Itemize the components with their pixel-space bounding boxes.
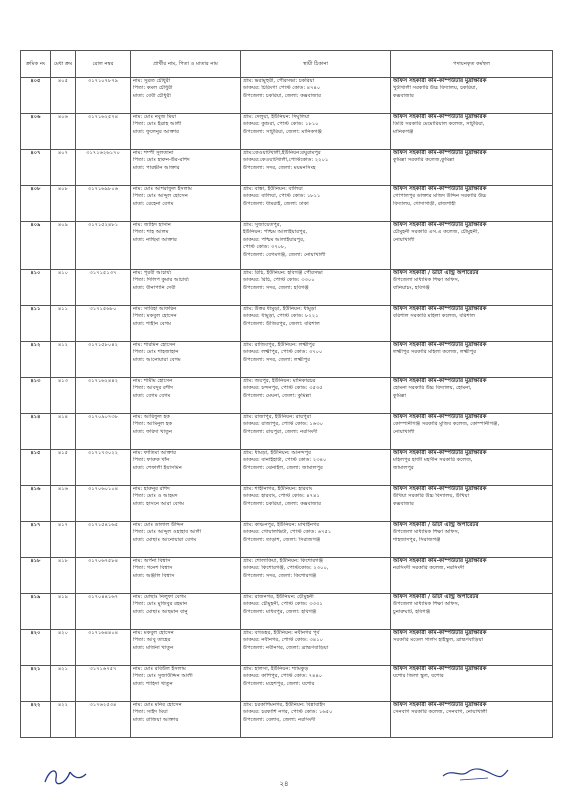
posting-line: অফিস সহকারী কাম-কম্পিউটার মুদ্রাক্ষরিক xyxy=(393,186,487,192)
posting-line: অফিস সহকারী কাম-কম্পিউটার মুদ্রাক্ষরিক xyxy=(393,702,487,708)
posting-cell xyxy=(391,414,553,450)
name-line: মাতা: হাসনে আরা বেগম xyxy=(133,500,184,507)
name-line: পিতা: আবদুর রশীদ xyxy=(133,385,174,392)
address-cell xyxy=(241,150,391,186)
address-line: গ্রাম: রাজাপুর, ইউনিয়ন: রায়পুরা xyxy=(243,414,312,420)
serial-cell: ৪২০ xyxy=(21,630,51,666)
address-line: ডাকঘর: বালিয়া, পোস্ট কোড: ১৮১১ xyxy=(243,193,321,200)
name-line: পিতা: মোঃ আব্দুল হোসেন xyxy=(133,193,188,200)
posting-line: অফিস সহকারী কাম-কম্পিউটার মুদ্রাক্ষরিক xyxy=(393,414,487,420)
name-line: পিতা: মোঃ মুজিবুর রহমান xyxy=(133,601,188,608)
address-line: গ্রাম:কেওয়াটখালী,ইউনিয়ন:রঘুরামপুর xyxy=(243,150,321,156)
name-cell xyxy=(131,342,241,378)
table-row xyxy=(21,486,553,522)
address-line: গ্রাম: ধামড়া, ইউনিয়ন: আনন্দপুর xyxy=(243,450,312,456)
address-line: উপজেলা: ধামরাই, জেলা: ঢাকা xyxy=(243,200,309,207)
name-line: মাতা: বীনাপানি দেবী xyxy=(133,284,176,291)
serial-cell: ৪০৬ xyxy=(21,114,51,150)
address-line: উপজেলা: মহেশপুর, জেলা: যশোর xyxy=(243,680,315,687)
name-cell xyxy=(131,150,241,186)
roll-cell: ৩১৭১৬৭৫৭ xyxy=(76,666,131,702)
posting-cell xyxy=(391,594,553,630)
name-cell xyxy=(131,78,241,114)
address-line: গ্রাম: কাঞ্চনপুর, ইউনিয়ন: মাথাইনগর xyxy=(243,522,320,528)
merit-cell: ৪০৫ xyxy=(51,78,76,114)
address-line: ডাকঘর: লক্ষ্মীপুর, পোস্ট কোড: ৩৭০০ xyxy=(243,349,323,356)
address-line: ডাকঘর: কাশিপুর, পোস্ট কোড: ৭৪৪০ xyxy=(243,673,323,680)
merit-cell: ৪১২ xyxy=(51,342,76,378)
name-line: নাম: মোঃ ডালাল উদ্দিন xyxy=(133,522,184,528)
name-line: মাতা: শাহীন বেগম xyxy=(133,320,171,327)
name-line: নাম: সাবিহা আফরিন xyxy=(133,306,177,312)
merit-cell: ৪১৪ xyxy=(51,414,76,450)
roll-cell: ৩১৭০৬৭৫৮৪ xyxy=(76,558,131,594)
address-line: ডাকঘর: হারবাং, পোস্ট কোড: ৪৭৪১ xyxy=(243,493,320,500)
name-cell xyxy=(131,486,241,522)
posting-cell xyxy=(391,270,553,306)
merit-cell: ৪১৮ xyxy=(51,558,76,594)
name-line: পিতা: মোঃ হারুন-উর-রশিদ xyxy=(133,157,190,164)
merit-cell: ৪১৬ xyxy=(51,486,76,522)
name-line: নাম: আরিফুল হক xyxy=(133,414,170,420)
table-row xyxy=(21,630,553,666)
table-header-row xyxy=(21,51,553,78)
posting-line: বিদ্যালয়, গোদাগাড়ী, রাজশাহী xyxy=(393,200,456,207)
address-line: উপজেলা: তাড়াশ, জেলা: সিরাজগঞ্জ xyxy=(243,536,321,543)
roll-cell: ৩১৭০৬০১০৪ xyxy=(76,486,131,522)
address-line: উপজেলা: উজিরপুর, জেলা: বরিশাল xyxy=(243,320,320,327)
name-line: মাতা: শাহিদা খাতুন xyxy=(133,680,173,687)
roll-cell: ৩১৭০৯০৭৩৮ xyxy=(76,414,131,450)
header-name-parents: প্রার্থীর নাম, পিতা ও মাতার নাম xyxy=(131,51,241,78)
posting-line: অফিস সহকারী কাম-কম্পিউটার মুদ্রাক্ষরিক xyxy=(393,486,487,492)
merit-cell: ৪১১ xyxy=(51,306,76,342)
posting-line: উপজেলা মাধ্যমিক শিক্ষা অফিস, xyxy=(393,529,460,536)
posting-line: জামালপুর xyxy=(393,464,414,471)
name-cell xyxy=(131,558,241,594)
address-line: ডাকঘর: পশ্চিম আলাইয়ারপুর, xyxy=(243,236,305,243)
name-line: নাম: শম্পী সুলতানা xyxy=(133,150,174,156)
address-line: গ্রাম: হালসা, ইউনিয়ন: শ্যামকুড় xyxy=(243,666,309,672)
serial-cell: ৪১১ xyxy=(21,306,51,342)
address-line: উপজেলা: মাধবপুর, জেলা: হবিগঞ্জ xyxy=(243,608,317,615)
header-roll: রোল নম্বর xyxy=(76,51,131,78)
name-line: মাতা: ফরিদা খাতুন xyxy=(133,428,173,435)
serial-cell: ৪১৮ xyxy=(21,558,51,594)
posting-line: মানিকগঞ্জ xyxy=(393,128,414,135)
posting-line: বরিশাল সরকারি মহিলা কলেজ, বরিশাল xyxy=(393,313,476,320)
posting-line: অফিস সহকারী কাম-কম্পিউটার মুদ্রাক্ষরিক xyxy=(393,558,487,564)
merit-cell: ৪২০ xyxy=(51,630,76,666)
table-row xyxy=(21,342,553,378)
address-line: ডাকঘর: রাজাপুর, পোস্ট কোড: ১৬৩০ xyxy=(243,421,324,428)
serial-cell: ৪০৮ xyxy=(21,186,51,222)
table-row xyxy=(21,114,553,150)
address-line: গ্রাম: দেলুয়া, ইউনিয়ন: দিঘুলিয়া xyxy=(243,114,310,120)
posting-line: চুনারুঘাট, হবিগঞ্জ xyxy=(393,608,431,615)
roll-cell: ৩১৭১৬২৫৭৪ xyxy=(76,114,131,150)
posting-line: অফিস সহকারী কাম-কম্পিউটার মুদ্রাক্ষরিক xyxy=(393,150,487,156)
address-cell xyxy=(241,186,391,222)
address-line: পোস্ট কোড: ৩৭০৮, xyxy=(243,244,287,251)
posting-line: অফিস সহকারী কাম-কম্পিউটার মুদ্রাক্ষরিক xyxy=(393,78,487,84)
posting-line: বানিয়াচং, হবিগঞ্জ xyxy=(393,284,430,291)
name-line: মাতা: অঞ্জলি বিশ্বাস xyxy=(133,572,175,579)
table-row xyxy=(21,78,553,114)
address-line: ডাকঘর: বানাইহাটা, পোস্ট কোড: ২৩৪০ xyxy=(243,457,327,464)
address-line: ডাকঘর: কিশোরগঞ্জ, পোস্টকোড: ২৩০০, xyxy=(243,565,329,572)
posting-line: নরসিংদী সরকারি কলেজ, নরসিংদী xyxy=(393,565,465,572)
table-row xyxy=(21,594,553,630)
merit-cell: ৪১৩ xyxy=(51,378,76,414)
serial-cell: ৪১২ xyxy=(21,342,51,378)
name-line: মাতা: আনোয়ারা বেগম xyxy=(133,356,181,363)
name-cell xyxy=(131,378,241,414)
name-cell xyxy=(131,522,241,558)
address-line: উপজেলা: সদর, জেলা: লক্ষ্মীপুর xyxy=(243,356,311,363)
address-line: গ্রাম: বাস্তা, ইউনিয়ন: বালিয়া xyxy=(243,186,303,192)
posting-line: অফিস সহকারী কাম-কম্পিউটার মুদ্রাক্ষরিক xyxy=(393,222,487,228)
name-cell xyxy=(131,414,241,450)
posting-cell xyxy=(391,78,553,114)
address-cell xyxy=(241,522,391,558)
address-line: ডাকঘর: নবীনগর, পোস্ট কোড: ৩৪১০ xyxy=(243,637,323,644)
posting-line: ডিগ্রি সরকারি মেমোরিয়াল কলেজ, সাটুরিয়া, xyxy=(393,121,485,128)
posting-cell xyxy=(391,342,553,378)
posting-line: চৌমুহনী সরকারি এস.এ কলেজ, চৌমুহনী, xyxy=(393,229,479,236)
address-line: ডাকঘর: ধামুড়া, পোস্ট কোড: ৮২২১ xyxy=(243,313,319,320)
table-row xyxy=(21,450,553,486)
table-row xyxy=(21,186,553,222)
name-cell xyxy=(131,306,241,342)
posting-line: উপজেলা মাধ্যমিক শিক্ষা অফিস, xyxy=(393,601,460,608)
name-line: নাম: মোছাঃ নিলুফা বেগম xyxy=(133,594,187,600)
name-line: মাতা: শেফালী ইয়াসমিন xyxy=(133,464,182,471)
roll-cell: ৩১৭১৫৮০৪২ xyxy=(76,342,131,378)
posting-line: অফিস সহকারী / ডাটা এন্ট্রি অপারেটর xyxy=(393,594,479,600)
name-line: মাতা: মোছাঃ আনোয়ারা বেগম xyxy=(133,536,197,543)
roll-cell: ৩১৭০৪৪১৬৭ xyxy=(76,594,131,630)
address-line: উপজেলা: চকরিয়া, জেলা: কক্সবাজার xyxy=(243,92,322,99)
table-row xyxy=(21,702,553,738)
posting-line: শাহজাদপুর, সিরাজগঞ্জ xyxy=(393,536,441,543)
address-line: উপজেলা: নবীনগর, জেলা: ব্রাহ্মণবাড়িয়া xyxy=(243,644,329,651)
posting-line: উপজেলা মাধ্যমিক শিক্ষা অফিস, xyxy=(393,277,460,284)
posting-cell xyxy=(391,306,553,342)
name-line: নাম: হারুনুর রশিদ xyxy=(133,486,170,492)
merit-cell: ৪০৭ xyxy=(51,150,76,186)
name-line: মাতা: ফুলেনুর আক্তার xyxy=(133,128,179,135)
merit-cell: ৪২২ xyxy=(51,702,76,738)
roll-cell: ৩১৭১৫২৪৮১ xyxy=(76,222,131,270)
address-cell xyxy=(241,414,391,450)
address-cell xyxy=(241,702,391,738)
name-line: মাতা: মোছাঃ আছমান বানু xyxy=(133,608,188,615)
address-cell xyxy=(241,270,391,306)
address-line: ইউনিয়ন: পশ্চিম আলাইয়ারপুর, xyxy=(243,229,308,236)
roll-cell: ৩১৭১০৭৮৭৯ xyxy=(76,78,131,114)
posting-line: কক্সবাজার xyxy=(393,500,414,507)
name-line: পিতা: মোঃ সুজাউদ্দিন আলী xyxy=(133,673,193,680)
name-line: নাম: অর্পনা বিশ্বাস xyxy=(133,558,171,564)
address-line: উপজেলা: বেগমগঞ্জ, জেলা: নোয়াখালী xyxy=(243,251,326,258)
posting-line: খুটাখালী সরকারি উচ্চ বিদ্যালয়, চকরিয়া, xyxy=(393,85,478,92)
name-line: পিতা: মোঃ শাহজাহান xyxy=(133,349,179,356)
posting-cell xyxy=(391,486,553,522)
serial-cell: ৪১৯ xyxy=(21,594,51,630)
serial-cell: ৪১০ xyxy=(21,270,51,306)
posting-cell xyxy=(391,378,553,414)
posting-line: অফিস সহকারী / ডাটা এন্ট্রি অপারেটর xyxy=(393,522,479,528)
table-row xyxy=(21,558,553,594)
address-line: উপজেলা: বেলাব, জেলা: নরসিংদী xyxy=(243,716,316,723)
roll-cell: ৩১৭১৫৪১৬৫ xyxy=(76,522,131,558)
name-line: পিতা: শাহ আলম xyxy=(133,229,169,236)
posting-cell xyxy=(391,150,553,186)
address-line: গ্রাম: উত্তর ধামুড়া, ইউনিয়ন: ধামুড়া xyxy=(243,306,317,312)
address-cell xyxy=(241,666,391,702)
address-line: গ্রাম: শোলাকিয়া, ইউনিয়ন: কিশোরগঞ্জ xyxy=(243,558,324,564)
posting-line: অফিস সহকারী কাম-কম্পিউটার মুদ্রাক্ষরিক xyxy=(393,630,487,636)
address-cell xyxy=(241,378,391,414)
name-line: পিতা: আবু তাহের xyxy=(133,637,171,644)
posting-line: অফিস সহকারী কাম-কম্পিউটার মুদ্রাক্ষরিক xyxy=(393,306,487,312)
table-row xyxy=(21,666,553,702)
address-cell xyxy=(241,594,391,630)
name-line: পিতা: সাইদ মিয়া xyxy=(133,709,168,716)
address-line: গ্রাম: ভরামুহুরী, পৌরসভা: চকরিয়া xyxy=(243,78,315,84)
posting-line: হোমনা সরকারি উচ্চ বিদ্যালয়, হোমনা, xyxy=(393,385,472,392)
header-merit: মেধা ক্রম xyxy=(51,51,76,78)
address-cell xyxy=(241,630,391,666)
merit-cell: ৪১৫ xyxy=(51,450,76,486)
address-line: উপজেলা: মেঘনা, জেলা: কুমিল্লা xyxy=(243,392,311,399)
address-line: ডাকঘর: চরকাশি নগর, পোস্ট কোড: ১৬৫০ xyxy=(243,709,333,716)
address-line: ডাকঘর: রিচি, পোস্ট কোড: ৩৩০০ xyxy=(243,277,315,284)
table-row xyxy=(21,150,553,186)
address-line: ডাকঘর: চন্দনপুর, পোস্ট কোড: ৩৫৩৫ xyxy=(243,385,323,392)
posting-line: নোয়াখালী xyxy=(393,236,415,243)
address-cell xyxy=(241,486,391,522)
posting-line: যশোর জিলা স্কুল, যশোর xyxy=(393,673,444,680)
name-line: পিতা: মকবুল হোসেন xyxy=(133,313,177,320)
name-line: মাতা: বেবী চৌধুরী xyxy=(133,92,171,99)
table-row xyxy=(21,222,553,270)
name-line: পিতা: ফারুক খাঁন xyxy=(133,457,170,464)
serial-cell: ৪০৯ xyxy=(21,222,51,270)
header-address: স্থায়ী ঠিকানা xyxy=(241,51,391,78)
posting-line: কুমিল্লা সরকারি কলেজ,কুমিল্লা xyxy=(393,157,455,164)
name-cell xyxy=(131,186,241,222)
address-line: উপজেলা: রায়পুরা, জেলা: নরসিংদী xyxy=(243,428,318,435)
address-cell xyxy=(241,306,391,342)
address-cell xyxy=(241,558,391,594)
address-line: গ্রাম: চরকাশিমনগর, ইউনিয়ন: বিন্নাবাইদ xyxy=(243,702,326,708)
posting-line: অফিস সহকারী / ডাটা এন্ট্রি অপারেটর xyxy=(393,270,479,276)
name-line: নাম: মোঃ আশরাফুল ইসলাম xyxy=(133,186,192,192)
address-line: উপজেলা: সদর, জেলা: হবিগঞ্জ xyxy=(243,284,309,291)
merit-cell: ৪১০ xyxy=(51,270,76,306)
address-line: গ্রাম: জয়পুর, ইউনিয়ন: মানিকারচর xyxy=(243,378,316,384)
serial-cell: ৪২২ xyxy=(21,702,51,738)
posting-cell xyxy=(391,114,553,150)
name-line: নাম: শারমিন হোসেন xyxy=(133,342,176,348)
address-line: গ্রাম: রাজিবপুর, ইউনিয়ন: লক্ষ্মীপুর xyxy=(243,342,315,348)
posting-cell xyxy=(391,522,553,558)
posting-cell xyxy=(391,666,553,702)
posting-line: অফিস সহকারী কাম-কম্পিউটার মুদ্রাক্ষরিক xyxy=(393,450,487,456)
address-line: ডাকঘর: গোয়ালভিটা, পোস্ট কোড: ৬৭৫১ xyxy=(243,529,332,536)
posting-cell xyxy=(391,222,553,270)
page-number: ২৪ xyxy=(279,780,289,788)
address-cell xyxy=(241,450,391,486)
address-cell xyxy=(241,114,391,150)
merit-cell: ৪১৭ xyxy=(51,522,76,558)
posting-line: উখিয়া সরকারি উচ্চ বিদ্যালয়, উখিয়া xyxy=(393,493,470,500)
address-line: উপজেলা: ঝেনাইল, জেলা: জামালপুর xyxy=(243,464,323,471)
serial-cell: ৪০৫ xyxy=(21,78,51,114)
name-line: মাতা: বেগম বেগম xyxy=(133,392,171,399)
address-line: উপজেলা: চকরিয়া, জেলা: কক্সবাজার xyxy=(243,500,322,507)
address-cell xyxy=(241,342,391,378)
posting-line: কোম্পানীগঞ্জ সরকারি মুজিব কলেজ, কোম্পানীগঞ্জ, xyxy=(393,421,500,428)
posting-line: অফিস সহকারী কাম-কম্পিউটার মুদ্রাক্ষরিক xyxy=(393,114,487,120)
name-cell xyxy=(131,666,241,702)
posting-line: সরকারি মডেল গার্লস হাইস্কুল, ব্রাহ্মণবাড়িয়া xyxy=(393,637,484,644)
address-line: উপজেলা: সদর, জেলা: ময়মনসিংহ xyxy=(243,164,316,171)
name-line: পিতা: মোঃ ইব্রাহ আলী xyxy=(133,121,182,128)
posting-cell xyxy=(391,558,553,594)
name-cell xyxy=(131,702,241,738)
roll-cell: ৩১৭১৬২৪৪২ xyxy=(76,378,131,414)
candidate-table xyxy=(20,50,553,738)
posting-line: লক্ষ্মীপুর সরকারি মহিলা কলেজ, লক্ষ্মীপুর xyxy=(393,349,477,356)
name-line: পিতা: মোঃ ও আহমদ xyxy=(133,493,178,500)
roll-cell: ৩১৭১৫৬৮০ xyxy=(76,306,131,342)
name-line: মাতা: নাছিমা আক্তার xyxy=(133,236,177,243)
name-cell xyxy=(131,450,241,486)
table-row xyxy=(21,270,553,306)
address-line: ডাকঘর: কুশুরা, পোস্ট কোড: ১৮১০ xyxy=(243,121,319,128)
serial-cell: ৪১৫ xyxy=(21,450,51,486)
name-cell xyxy=(131,594,241,630)
posting-line: অফিস সহকারী কাম-কম্পিউটার মুদ্রাক্ষরিক xyxy=(393,666,487,672)
name-cell xyxy=(131,114,241,150)
serial-cell: ৪১৬ xyxy=(21,486,51,522)
address-line: উপজেলা: সাটুরিয়া, জেলা: মানিকগঞ্জ xyxy=(243,128,322,135)
posting-line: অফিস সহকারী কাম-কম্পিউটার মুদ্রাক্ষরিক xyxy=(393,378,487,384)
name-line: মাতা: মর্জিনা খাতুন xyxy=(133,644,174,651)
merit-cell: ৪১৯ xyxy=(51,594,76,630)
name-line: নাম: জাহিদ হাসান xyxy=(133,222,171,228)
table-row xyxy=(21,414,553,450)
header-serial: ক্রমিক নং xyxy=(21,51,51,78)
posting-line: অফিস সহকারী কাম-কম্পিউটার মুদ্রাক্ষরিক xyxy=(393,342,487,348)
name-cell xyxy=(131,222,241,270)
posting-cell xyxy=(391,702,553,738)
name-line: পিতা: গনেশ বিশ্বাস xyxy=(133,565,173,572)
table-row xyxy=(21,522,553,558)
name-line: নাম: মোঃ নবুজ মিয়া xyxy=(133,114,176,120)
address-line: গ্রাম: সুজায়েতপুর, xyxy=(243,222,282,228)
posting-line: কুমিল্লা xyxy=(393,392,407,399)
address-line: উপজেলা: সদর, জেলা: কিশোরগঞ্জ xyxy=(243,572,317,579)
name-line: নাম: মকবুল হোসেন xyxy=(133,630,174,636)
address-line: ডাকঘর: চিরিংগা পোস্ট কোড: ৪৭৪০ xyxy=(243,85,321,92)
roll-cell: ৩১৭৬২৫৩৪ xyxy=(76,702,131,738)
roll-cell: ৩১৭১৭৩০২২ xyxy=(76,450,131,486)
posting-line: নোয়াখালী xyxy=(393,428,415,435)
name-line: নাম: মোঃ রবিউল ইসলাম xyxy=(133,666,186,672)
address-line: গ্রাম: বগডহর, ইউনিয়ন: নবীনগর পূর্ব xyxy=(243,630,320,636)
address-line: গ্রাম: শাহীনাগর, ইউনিয়ন: হারবাং xyxy=(243,486,313,492)
roll-cell: ৩১৭১৬৪৪০৪ xyxy=(76,630,131,666)
name-line: নাম: মোঃ মনির হোসেন xyxy=(133,702,182,708)
name-line: পিতা: আমিনুল হক xyxy=(133,421,173,428)
name-line: মাতা: পারভীন আক্তার xyxy=(133,164,180,171)
name-line: পিতা: মোঃ আব্দুল ওহাহাব আলী xyxy=(133,529,202,536)
posting-line: কক্সবাজার xyxy=(393,92,414,99)
address-cell xyxy=(241,78,391,114)
serial-cell: ৪১৭ xyxy=(21,522,51,558)
name-cell xyxy=(131,270,241,306)
address-line: ডাকঘর: চৌমুহনী, পোস্ট কোড: ৩৩৩১ xyxy=(243,601,323,608)
header-posting: পদায়নকৃত কর্মস্থল xyxy=(391,51,553,78)
name-line: পিতা: দিলিপ কুমার আচার্য্য xyxy=(133,277,189,284)
posting-line: গোপালপুর ডাক্তার মজিদ উদ্দিন সরকারি উচ্চ xyxy=(393,193,487,200)
name-line: মাতা: রেহেনা বেগম xyxy=(133,200,174,207)
address-line: ডাকঘর:কেওয়াটখালী,পোস্টকোড: ২২০১ xyxy=(243,157,329,164)
posting-line: সেনবাগ সরকারি কলেজ, সেনবাগ, নোয়াখালী xyxy=(393,709,488,716)
merit-cell: ৪২১ xyxy=(51,666,76,702)
serial-cell: ৪২১ xyxy=(21,666,51,702)
posting-cell xyxy=(391,450,553,486)
address-line: গ্রাম: রাজনগর, ইউনিয়ন: চৌমুহনী xyxy=(243,594,314,600)
serial-cell: ৪০৭ xyxy=(21,150,51,186)
merit-cell: ৪০৮ xyxy=(51,186,76,222)
name-line: নাম: সুব্রত চৌধুরী xyxy=(133,78,171,84)
name-line: মাতা: রাজিয়া আক্তার xyxy=(133,716,179,723)
roll-cell: ৩১৭১৬২৬১৭০ xyxy=(76,150,131,186)
address-line: গ্রাম: রিচি, ইউনিয়ন: হবিগঞ্জ পৌরসভা xyxy=(243,270,323,276)
merit-cell: ৪০৬ xyxy=(51,114,76,150)
roll-cell: ৩১৭১৫১৩৭ xyxy=(76,270,131,306)
name-cell xyxy=(131,630,241,666)
roll-cell: ৩১৭১৬৯৮০৬ xyxy=(76,186,131,222)
name-line: নাম: ফাতিমা আক্তার xyxy=(133,450,177,456)
name-line: নাম: পূরবী আচার্য্য xyxy=(133,270,172,276)
posting-cell xyxy=(391,630,553,666)
allocation-sheet xyxy=(20,50,552,738)
posting-line: মহিলপুর হাজী মহসীন সরকারি কলেজ, xyxy=(393,457,473,464)
table-row xyxy=(21,378,553,414)
name-line: নাম: শামীম হোসেন xyxy=(133,378,173,384)
serial-cell: ৪১৪ xyxy=(21,414,51,450)
name-line: পিতা: কমল চৌধুরী xyxy=(133,85,173,92)
merit-cell: ৪০৯ xyxy=(51,222,76,270)
posting-cell xyxy=(391,186,553,222)
address-cell xyxy=(241,222,391,270)
serial-cell: ৪১৩ xyxy=(21,378,51,414)
table-row xyxy=(21,306,553,342)
